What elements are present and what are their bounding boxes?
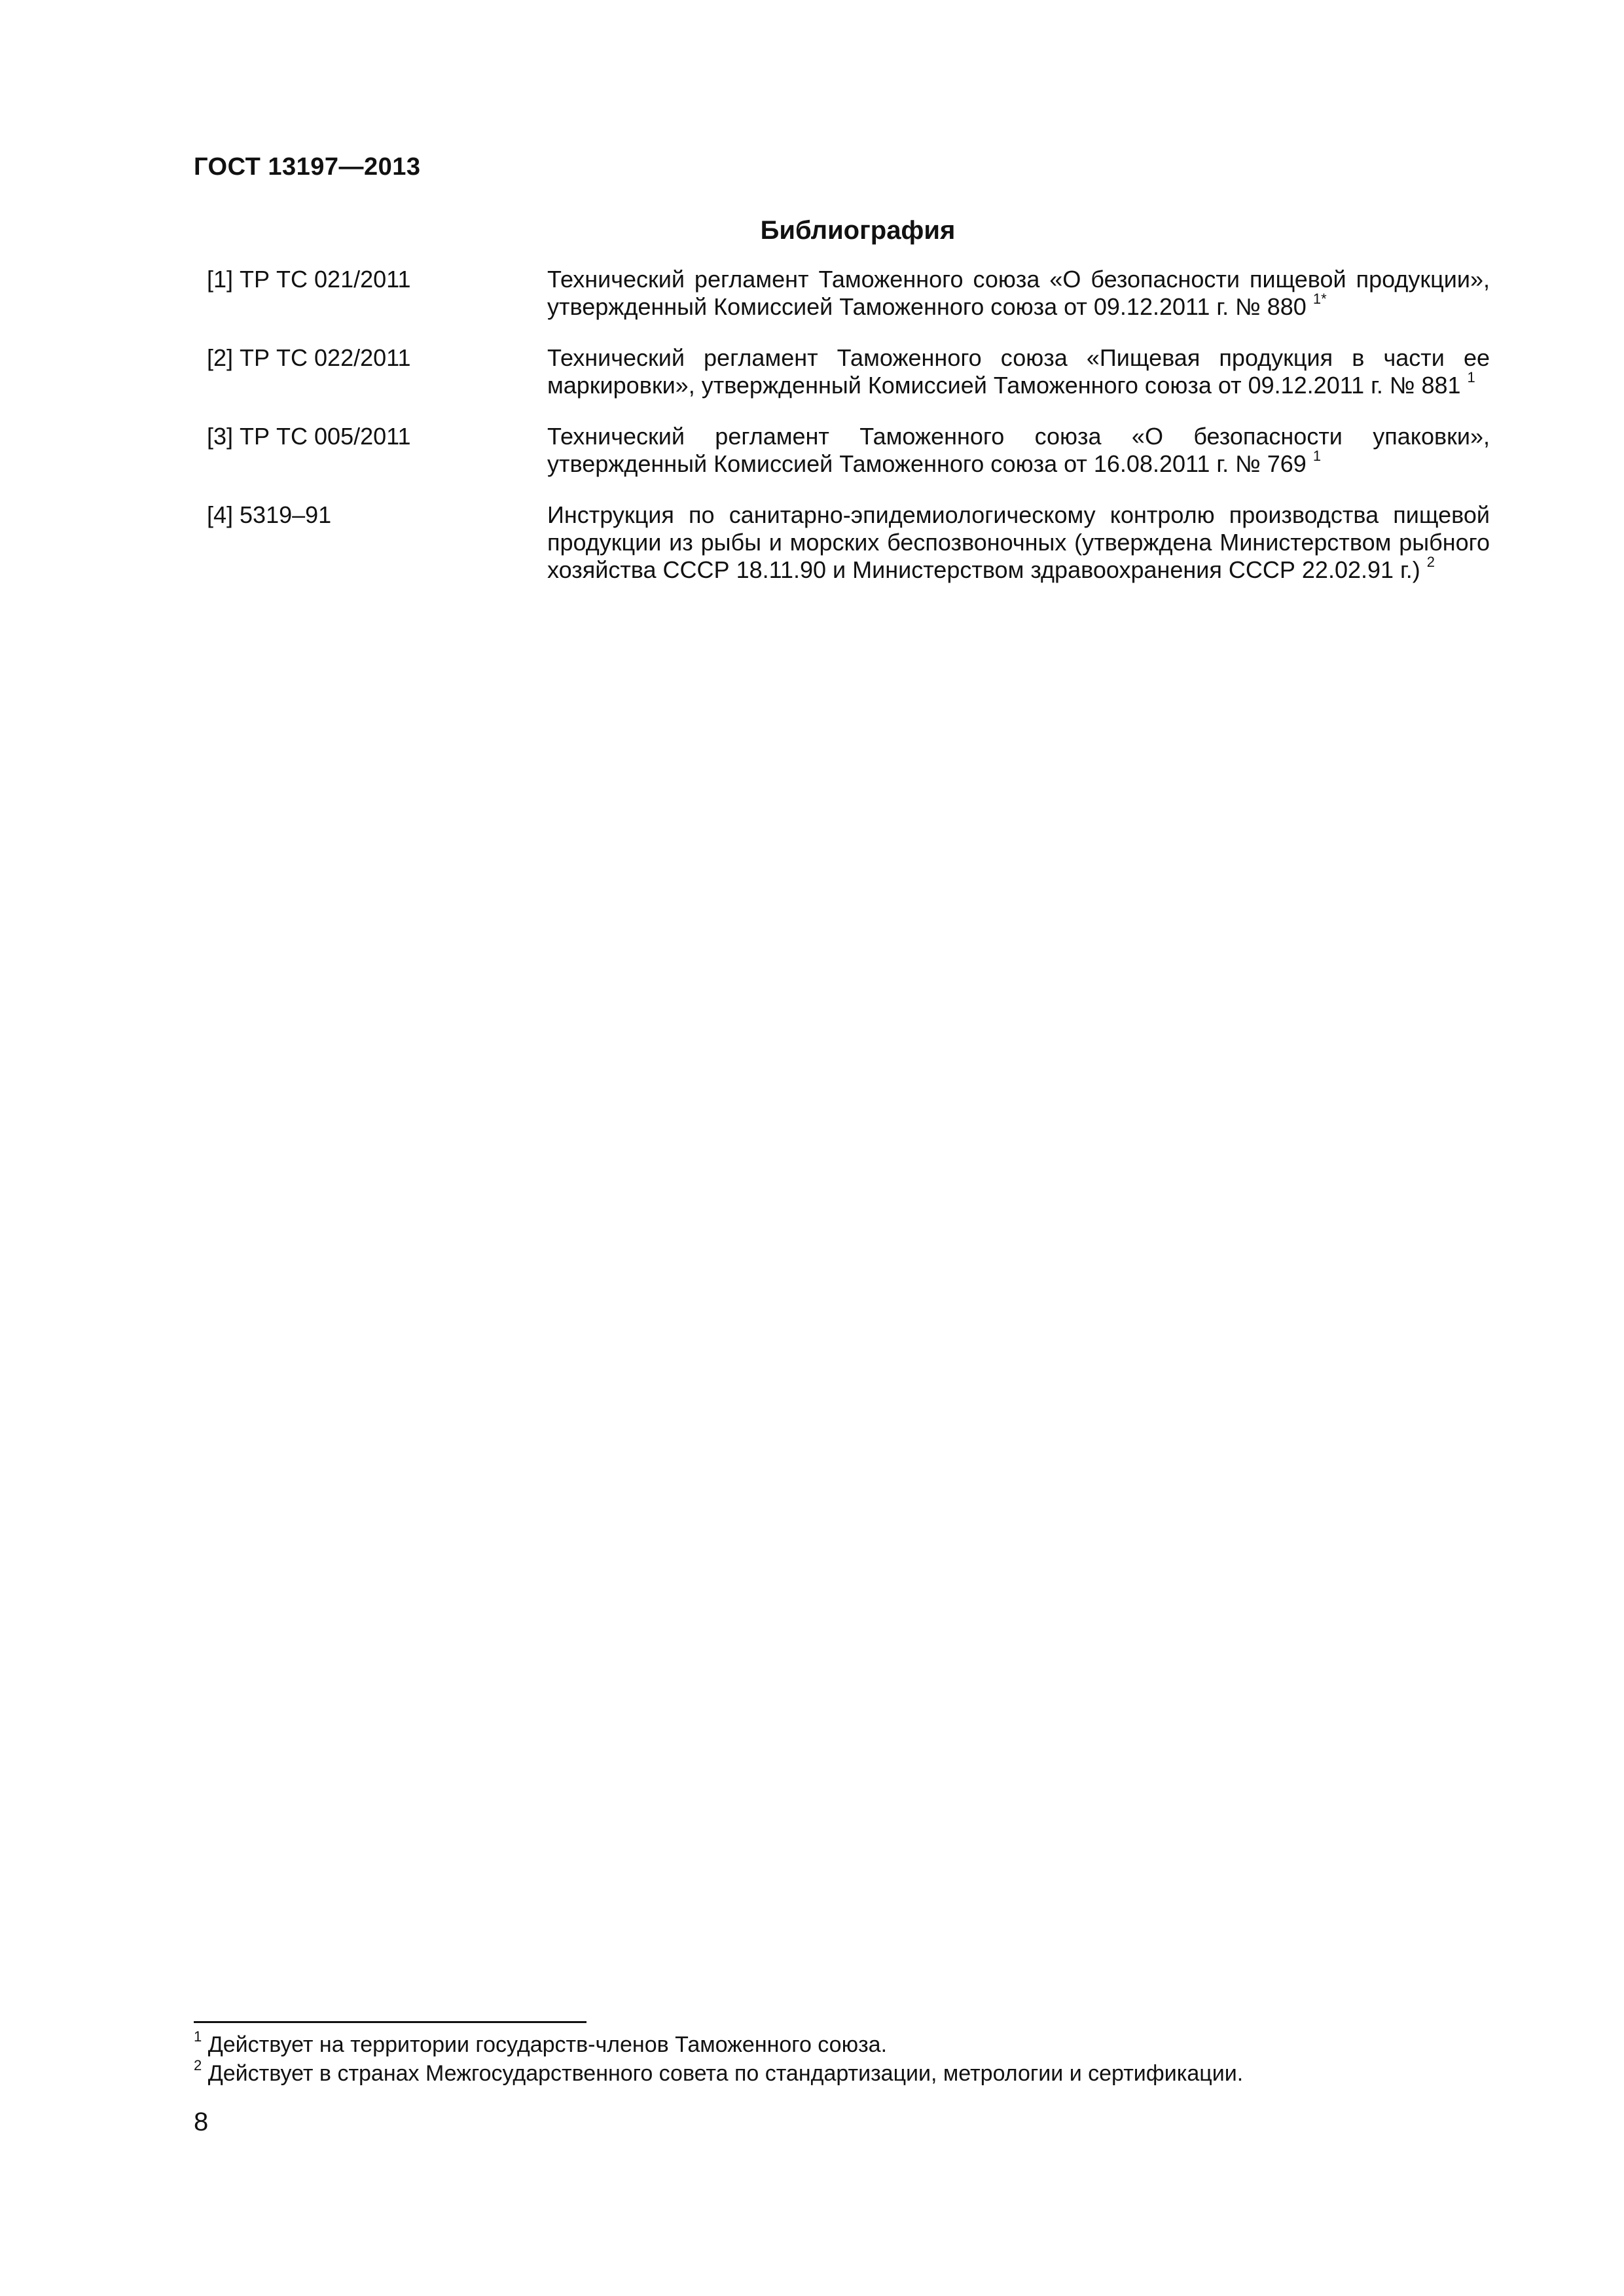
footnote-mark: 1: [1467, 369, 1475, 386]
footnote-text: Действует на территории государств-членов Таможенного союза.: [208, 2032, 888, 2057]
footnote-divider: [194, 2021, 586, 2023]
bibliography-entry-2: [207, 344, 1496, 399]
section-title: Библиография: [760, 216, 956, 245]
bibliography-entry-3: [207, 423, 1496, 478]
entry-text: Технический регламент Таможенного союза «Пищевая продукция в части ее маркировки», утвержденный Комиссией Таможенного союза от 09.12.2011 г. № 881 $^1$: [547, 344, 1490, 399]
footnote-text: Действует в странах Межгосударственного совета по стандартизации, метрологии и сертификации.: [208, 2061, 1244, 2086]
entry-code: [3] ТР ТС 005/2011: [207, 423, 411, 450]
entry-code: [4] 5319–91: [207, 501, 332, 528]
entry-text: Инструкция по санитарно-эпидемиологическому контролю производства пищевой продукции из рыбы и морских беспозвоночных (утверждена Министерством рыбного хозяйства СССР 18.11.90 и Министерством здравоохранения СССР 22.02.91 г.) $^2$: [547, 501, 1490, 583]
footnote-mark: 2: [1426, 554, 1435, 570]
footnote-number: 1: [194, 2028, 202, 2045]
entry-text: Технический регламент Таможенного союза «О безопасности пищевой продукции», утвержденный Комиссией Таможенного союза от 09.12.2011 г. № 880 $^{1*}$: [547, 266, 1490, 320]
bibliography-entry-4: [207, 501, 1496, 584]
bibliography-entry-1: [207, 266, 1496, 321]
entry-code: [2] ТР ТС 022/2011: [207, 344, 411, 371]
footnote-number: 2: [194, 2056, 202, 2073]
footnote-1: [194, 2028, 888, 2058]
footnote-mark: 1: [1312, 448, 1322, 464]
entry-code: [1] ТР ТС 021/2011: [207, 266, 411, 293]
entry-text: Технический регламент Таможенного союза «О безопасности упаковки», утвержденный Комиссией Таможенного союза от 16.08.2011 г. № 769 $^1$: [547, 423, 1490, 477]
footnote-2: [194, 2056, 1244, 2087]
footnote-mark: 1*: [1312, 291, 1327, 307]
page-number: 8: [194, 2108, 209, 2136]
document-code: ГОСТ 13197—2013: [194, 153, 421, 181]
